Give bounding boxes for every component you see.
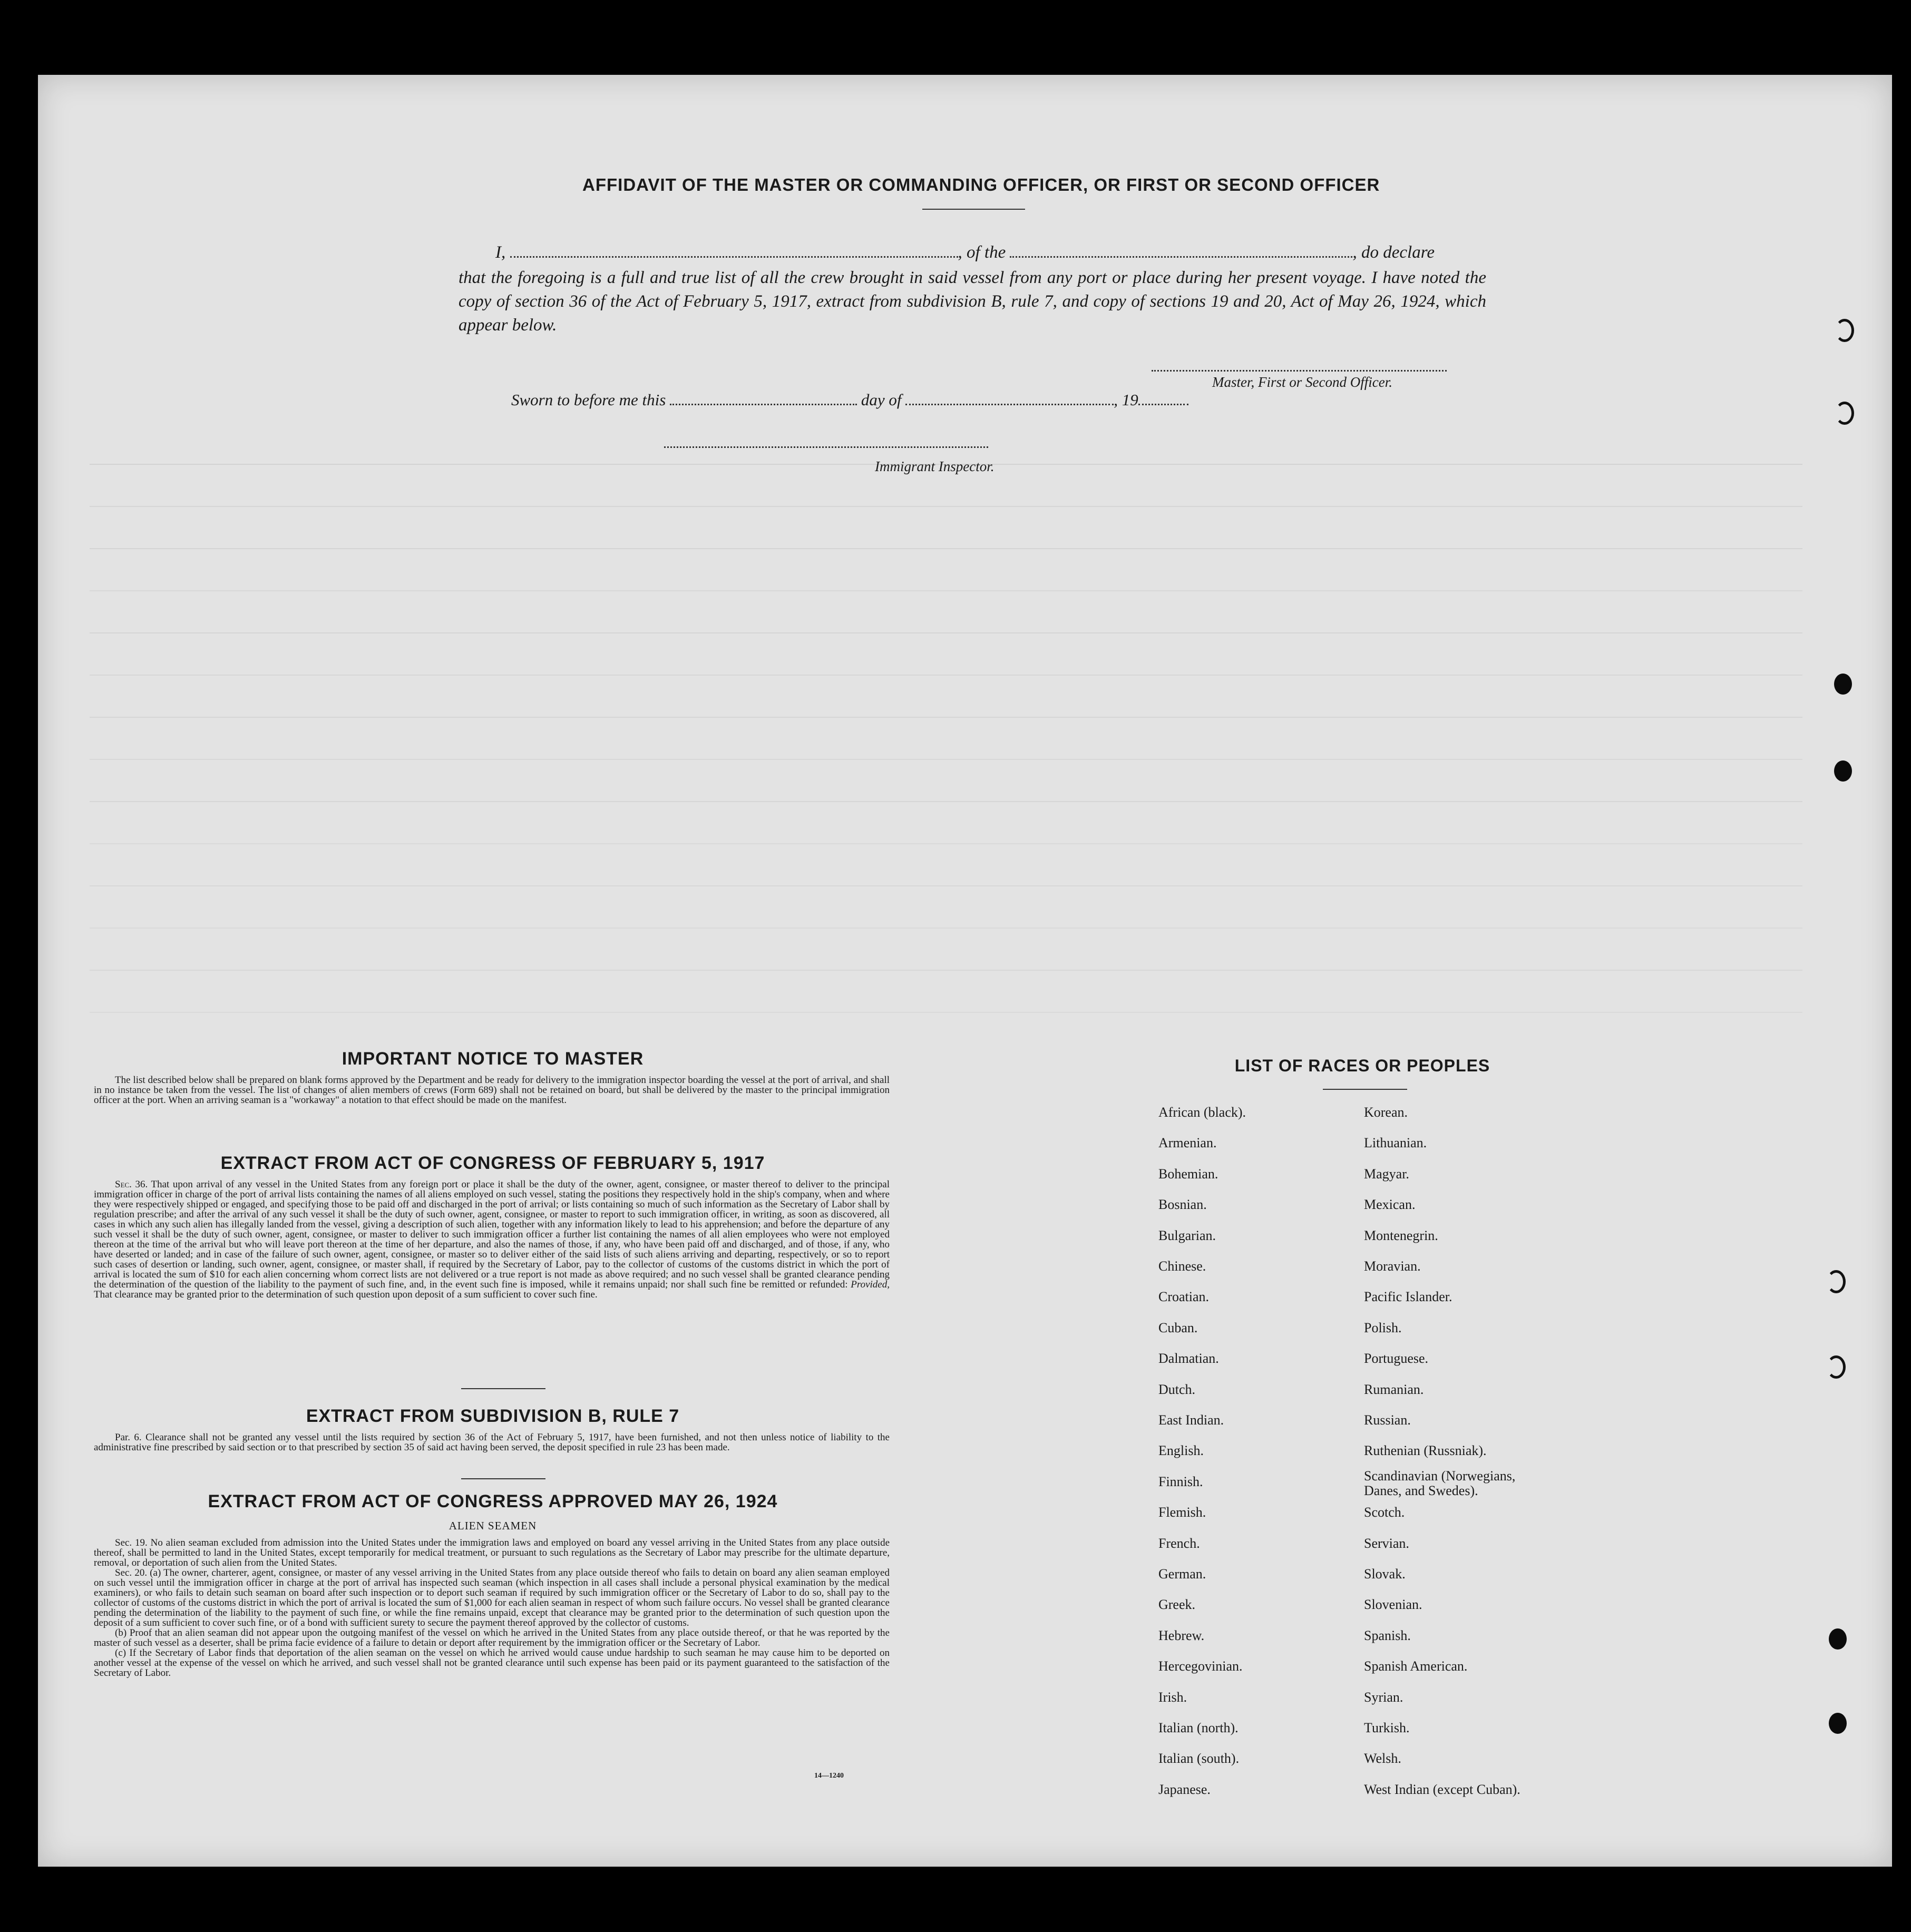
race-item: Russian. xyxy=(1364,1412,1411,1428)
race-item: African (black). xyxy=(1158,1105,1246,1120)
do-declare-label: , do declare xyxy=(1352,243,1435,262)
race-item: Armenian. xyxy=(1158,1135,1217,1151)
sworn-day-field[interactable] xyxy=(670,390,857,405)
race-item: Spanish. xyxy=(1364,1627,1411,1643)
race-item: Welsh. xyxy=(1364,1751,1401,1767)
extract-1924-title: EXTRACT FROM ACT OF CONGRESS APPROVED MAY 26, 1924 xyxy=(208,1491,778,1511)
race-item: Moravian. xyxy=(1364,1258,1421,1274)
sec36-text: That upon arrival of any vessel in the United States from any foreign port or place it shall be the duty of the owner, agent, consignee, or master thereof to deliver to the principal immigration officer in charge of the port of arrival lists containing the names of all aliens employed on such vessel, stating the positions they respectively hold in the ship's company, when and where they were respectively shipped or engaged, and specifying those to be paid off and discharged in the port of arrival; or lists containing so much of such information as the Secretary of Labor shall by regulation prescribe; and after the arrival of any such vessel it shall be the duty of such owner, agent, consignee, or master to report to such immigration officer, in writing, as soon as discovered, all cases in which any such alien has illegally landed from the vessel, giving a description of such alien, together with any information likely to lead to his apprehension; and before the departure of any such vessel it shall be the duty of such owner, agent, consignee, or master to deliver to such immigration officer a further list containing the names of all alien employees who were not employed thereon at the time of the arrival but who will leave port thereon at the time of her departure, and also the names of those, if any, who have been paid off and discharged, and of those, if any, who have deserted or landed; and in case of the failure of such owner, agent, consignee, or master so to deliver either of the said lists of such aliens arriving and departing, respectively, or so to report such cases of desertion or landing, such owner, agent, consignee, or master shall, if required by the Secretary of Labor, pay to the collector of customs of the customs district in which the port of arrival is located the sum of $10 for each alien concerning whom correct lists are not delivered or a true report is not made as above required; and no such vessel shall be granted clearance pending the determination of the question of the liability to the payment of such fine, and, in the event such fine is imposed, while it remains unpaid; nor shall such fine be remitted or refunded: xyxy=(94,1179,890,1290)
race-item: Bosnian. xyxy=(1158,1197,1207,1213)
punch-hole xyxy=(1835,402,1854,425)
race-item: Syrian. xyxy=(1364,1689,1403,1705)
punch-hole xyxy=(1829,1628,1847,1650)
affidavit-body: that the foregoing is a full and true list of all the crew brought in said vessel from any port or place during her present voyage. I have noted the copy of section 36 of the Act of February 5, 1917, extract from subdivision B, rule 7, and copy of sections 19 and 20, Act of May 26, 1924, which appear below. xyxy=(459,268,1486,335)
sec20c-text: (c) If the Secretary of Labor finds that deportation of the alien seaman on the vessel on which he arrived would cause undue hardship to such seaman he may cause him to be deported on another vessel at the expense of the vessel on which he arrived, and such vessel shall not be granted clearance until such expense has been paid or its payment guaranteed to the satisfaction of the Secretary of Labor. xyxy=(94,1647,890,1679)
punch-hole xyxy=(1835,319,1854,342)
notice-text: The list described below shall be prepared on blank forms approved by the Department and be ready for delivery to the immigration inspector boarding the vessel at the port of arrival, and shall in no instance be taken from the vessel. The list of changes of alien members of crews (Form 689) shall not be retained on board, but shall be delivered by the master to the principal immigration officer at the port. When an arriving seaman is a "workaway" a notation to that effect should be made on the manifest. xyxy=(94,1075,890,1106)
punch-hole xyxy=(1827,1270,1846,1293)
sworn-year-field[interactable] xyxy=(1138,390,1188,405)
race-item: Hercegovinian. xyxy=(1158,1658,1243,1674)
race-item: Flemish. xyxy=(1158,1505,1206,1520)
race-item: Italian (south). xyxy=(1158,1751,1240,1767)
affidavit-declaration-line xyxy=(495,242,1486,262)
notice-title: IMPORTANT NOTICE TO MASTER xyxy=(342,1049,644,1069)
race-item: Irish. xyxy=(1158,1689,1187,1705)
extract-1917-title: EXTRACT FROM ACT OF CONGRESS OF FEBRUARY 5, 1917 xyxy=(220,1153,765,1173)
race-item: Slovak. xyxy=(1364,1566,1406,1582)
race-item: Polish. xyxy=(1364,1320,1402,1335)
rule7-title: EXTRACT FROM SUBDIVISION B, RULE 7 xyxy=(306,1406,680,1426)
race-item: Italian (north). xyxy=(1158,1720,1239,1735)
race-item: Scotch. xyxy=(1364,1505,1405,1520)
race-item: Dutch. xyxy=(1158,1381,1196,1397)
race-item: Greek. xyxy=(1158,1597,1196,1613)
extract-1924-text xyxy=(94,1538,890,1678)
title-underline xyxy=(922,209,1025,210)
sec20a-text: Sec. 20. (a) The owner, charterer, agent, consignee, or master of any vessel arriving in the United States from any place outside thereof who fails to detain on board any alien seaman employed on such vessel until the immigration officer in charge at the port of arrival has inspected such seaman (which inspection in all cases shall include a personal physical examination by the medical examiners), or who fails to detain such seaman on board after such inspection or to deport such seaman if required by such immigration officer or the Secretary of Labor to do so, shall pay to the collector of customs of the customs district in which the port of arrival is located the sum of $1,000 for each alien seaman in respect of whom such failure occurs. No vessel shall be granted clearance pending the determination of the liability to the payment of such fine, or while the fine remains unpaid, except that clearance may be granted prior to the determination of such question upon the deposit of a sum sufficient to cover such fine, or of a bond with sufficient surety to secure the payment thereof approved by the collector of customs. xyxy=(94,1567,890,1628)
race-item: English. xyxy=(1158,1443,1204,1459)
race-item: French. xyxy=(1158,1535,1200,1551)
vessel-name-field[interactable] xyxy=(1010,242,1352,258)
race-item: Finnish. xyxy=(1158,1474,1203,1489)
affidavit-title: AFFIDAVIT OF THE MASTER OR COMMANDING OFFICER, OR FIRST OR SECOND OFFICER xyxy=(582,175,1380,194)
sworn-label: Sworn to before me this xyxy=(511,391,666,409)
inspector-signature-caption: Immigrant Inspector. xyxy=(875,458,994,474)
sec36-label: Sec. 36. xyxy=(115,1179,148,1190)
race-item: Portuguese. xyxy=(1364,1351,1429,1367)
race-item: Dalmatian. xyxy=(1158,1351,1219,1367)
race-item: Croatian. xyxy=(1158,1289,1210,1305)
provided-label: Provided, xyxy=(851,1279,890,1290)
year-prefix-label: , 19 xyxy=(1114,391,1138,409)
race-item: Servian. xyxy=(1364,1535,1409,1551)
race-item: Lithuanian. xyxy=(1364,1135,1427,1151)
sec19-text: Sec. 19. No alien seaman excluded from admission into the United States under the immigration laws and employed on board any vessel arriving in the United States from any place outside thereof, shall be permitted to land in the United States, except temporarily for medical treatment, or pursuant to such regulations as the Secretary of Labor may prescribe for the ultimate departure, removal, or deportation of such alien from the United States. xyxy=(94,1537,890,1568)
race-item: Slovenian. xyxy=(1364,1597,1422,1613)
race-item: Japanese. xyxy=(1158,1781,1211,1797)
race-item: Bulgarian. xyxy=(1158,1227,1216,1243)
race-item: Montenegrin. xyxy=(1364,1227,1438,1243)
inspector-signature-line xyxy=(664,446,988,449)
sworn-month-field[interactable] xyxy=(905,390,1114,405)
punch-hole xyxy=(1829,1713,1847,1734)
section-divider xyxy=(461,1388,545,1389)
alien-seamen-subtitle: ALIEN SEAMEN xyxy=(448,1519,537,1532)
of-the-label: , of the xyxy=(958,243,1006,262)
day-of-label: day of xyxy=(861,391,902,409)
race-item: Hebrew. xyxy=(1158,1627,1205,1643)
section-divider xyxy=(461,1478,545,1479)
race-item: Mexican. xyxy=(1364,1197,1416,1213)
race-item: East Indian. xyxy=(1158,1412,1224,1428)
race-item: Scandinavian (Norwegians, Danes, and Swedes). xyxy=(1364,1468,1516,1498)
rule7-text: Par. 6. Clearance shall not be granted any vessel until the lists required by section 36 of the Act of February 5, 1917, have been furnished, and not then unless notice of liability to the administrative fine prescribed by said section or to that prescribed by section 35 of said act having been served, the deposit specified in rule 23 has been made. xyxy=(94,1432,890,1453)
sworn-line xyxy=(511,390,1188,409)
race-item: Spanish American. xyxy=(1364,1658,1468,1674)
race-item: Cuban. xyxy=(1158,1320,1198,1335)
race-item: Bohemian. xyxy=(1158,1166,1218,1182)
form-number: 14—1240 xyxy=(814,1772,844,1780)
race-item: Rumanian. xyxy=(1364,1381,1424,1397)
race-item: Korean. xyxy=(1364,1105,1408,1120)
race-item: Pacific Islander. xyxy=(1364,1289,1452,1305)
race-item: Chinese. xyxy=(1158,1258,1206,1274)
sec36-text-end: That clearance may be granted prior to the determination of such question upon deposit of a sum sufficient to cover such fine. xyxy=(94,1289,598,1300)
master-signature-caption: Master, First or Second Officer. xyxy=(1212,374,1392,390)
race-item: German. xyxy=(1158,1566,1206,1582)
master-name-field[interactable] xyxy=(510,242,958,258)
punch-hole xyxy=(1834,760,1852,782)
race-item: Magyar. xyxy=(1364,1166,1409,1182)
race-item: West Indian (except Cuban). xyxy=(1364,1781,1520,1797)
punch-hole xyxy=(1827,1355,1846,1379)
race-item: Turkish. xyxy=(1364,1720,1410,1735)
master-signature-line xyxy=(1152,370,1447,373)
extract-1917-text xyxy=(94,1179,890,1300)
punch-hole xyxy=(1834,674,1852,695)
i-label: I, xyxy=(495,243,506,262)
races-title: LIST OF RACES OR PEOPLES xyxy=(1234,1056,1490,1075)
races-title-underline xyxy=(1323,1089,1407,1090)
sec20b-text: (b) Proof that an alien seaman did not appear upon the outgoing manifest of the vessel on which he arrived in the United States from any place outside thereof, or that he was reported by the master of such vessel as a deserter, shall be prima facie evidence of a failure to detain or deport after requirement by the immigration officer or the Secretary of Labor. xyxy=(94,1627,890,1648)
race-item: Ruthenian (Russniak). xyxy=(1364,1443,1487,1459)
